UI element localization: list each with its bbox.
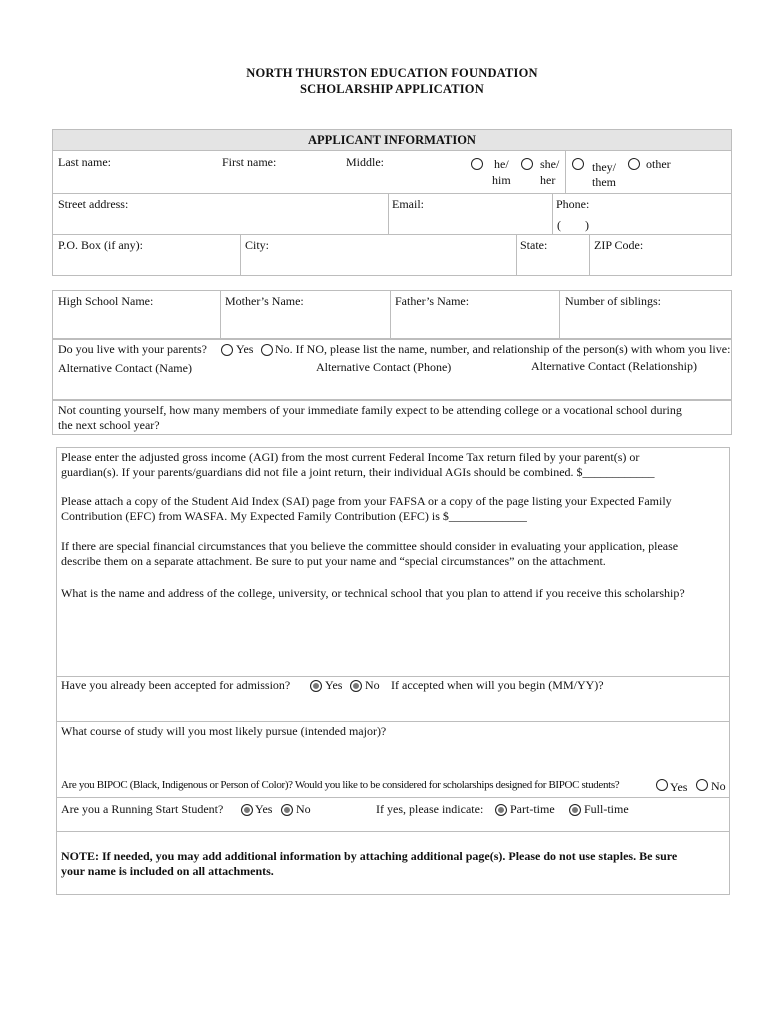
sai-instructions: Please attach a copy of the Student Aid Index (SAI) page from your FAFSA or a copy of the page listing your Expected Family (61, 494, 672, 508)
form-title: SCHOLARSHIP APPLICATION (300, 82, 484, 96)
rs-yes-radio[interactable] (241, 804, 253, 816)
pronoun-they-label-2: them (592, 175, 616, 189)
begin-date-q: If accepted when will you begin (MM/YY)? (391, 678, 604, 692)
college-members-q: Not counting yourself, how many members of your immediate family expect to be attending college or a vocational school during (58, 403, 682, 417)
college-members-q-2: the next school year? (58, 418, 160, 432)
mother-label: Mother’s Name: (225, 294, 304, 308)
special-circumstances: If there are special financial circumstances that you believe the committee should consider in evaluating your application, please (61, 539, 679, 553)
po-box-label: P.O. Box (if any): (58, 238, 143, 252)
bipoc-q: Are you BIPOC (Black, Indigenous or Person of Color)? Would you like to be considered for scholarships designed for BIPOC students? (61, 779, 620, 791)
live-with-parents-q: Do you live with your parents? (58, 342, 207, 356)
pronoun-she-label-2: her (540, 173, 556, 187)
pronoun-they-radio[interactable] (572, 158, 584, 170)
pronoun-she-radio[interactable] (521, 158, 533, 170)
rs-no-radio[interactable] (281, 804, 293, 816)
high-school-label: High School Name: (58, 294, 154, 308)
rs-indicate-label: If yes, please indicate: (376, 802, 484, 816)
part-time-label: Part-time (510, 802, 555, 816)
running-start-q: Are you a Running Start Student? (61, 802, 224, 816)
last-name-label: Last name: (58, 155, 111, 169)
bipoc-yes-radio[interactable] (656, 779, 668, 791)
live-no-radio[interactable] (261, 344, 273, 356)
special-circumstances-2: describe them on a separate attachment. Be sure to put your name and “special circumstances” on the attachment. (61, 554, 606, 568)
state-label: State: (520, 238, 548, 252)
pronoun-he-radio[interactable] (471, 158, 483, 170)
college-name-q: What is the name and address of the college, university, or technical school that you plan to attend if you receive this scholarship? (61, 586, 685, 600)
alt-contact-name: Alternative Contact (Name) (58, 361, 192, 375)
pronoun-he-label: he/ (494, 157, 509, 171)
alt-contact-relationship: Alternative Contact (Relationship) (531, 359, 697, 373)
pronoun-she-label: she/ (540, 157, 560, 171)
major-q: What course of study will you most likely pursue (intended major)? (61, 724, 387, 738)
accepted-no-label: No (365, 678, 380, 692)
sai-instructions-2: Contribution (EFC) from WASFA. My Expected Family Contribution (EFC) is $_____________ (61, 509, 527, 523)
live-yes-label: Yes (236, 342, 254, 356)
rs-yes-label: Yes (255, 802, 273, 816)
section-title: APPLICANT INFORMATION (308, 133, 476, 147)
accepted-yes-label: Yes (325, 678, 343, 692)
note-text-2: your name is included on all attachments. (61, 864, 274, 878)
first-name-label: First name: (222, 155, 277, 169)
note-text: NOTE: If needed, you may add additional information by attaching additional page(s). Please do not use staples. Be sure (61, 849, 678, 863)
middle-label: Middle: (346, 155, 384, 169)
live-no-label: No. If NO, please list the name, number, and relationship of the person(s) with whom you live: (275, 342, 731, 356)
phone-label: Phone: (556, 197, 590, 211)
accepted-q: Have you already been accepted for admission? (61, 678, 291, 692)
pronoun-he-label-2: him (492, 173, 511, 187)
bipoc-no-label: No (711, 779, 726, 793)
agi-instructions: Please enter the adjusted gross income (AGI) from the most current Federal Income Tax return filed by your parent(s) or (61, 450, 640, 464)
bipoc-no-radio[interactable] (696, 779, 708, 791)
street-label: Street address: (58, 197, 129, 211)
accepted-yes-radio[interactable] (310, 680, 322, 692)
rs-no-label: No (296, 802, 311, 816)
org-title: NORTH THURSTON EDUCATION FOUNDATION (246, 66, 538, 80)
full-time-radio[interactable] (569, 804, 581, 816)
bipoc-yes-label: Yes (670, 780, 688, 794)
alt-contact-phone: Alternative Contact (Phone) (316, 360, 452, 374)
live-yes-radio[interactable] (221, 344, 233, 356)
pronoun-other-label: other (646, 157, 671, 171)
zip-label: ZIP Code: (594, 238, 644, 252)
agi-instructions-2: guardian(s). If your parents/guardians did not file a joint return, their individual AGIs should be combined. $____________ (61, 465, 655, 479)
father-label: Father’s Name: (395, 294, 470, 308)
siblings-label: Number of siblings: (565, 294, 661, 308)
full-time-label: Full-time (584, 802, 629, 816)
pronoun-they-label: they/ (592, 160, 616, 174)
pronoun-other-radio[interactable] (628, 158, 640, 170)
part-time-radio[interactable] (495, 804, 507, 816)
phone-area-code: ( ) (557, 218, 589, 232)
accepted-no-radio[interactable] (350, 680, 362, 692)
city-label: City: (245, 238, 270, 252)
email-label: Email: (392, 197, 424, 211)
